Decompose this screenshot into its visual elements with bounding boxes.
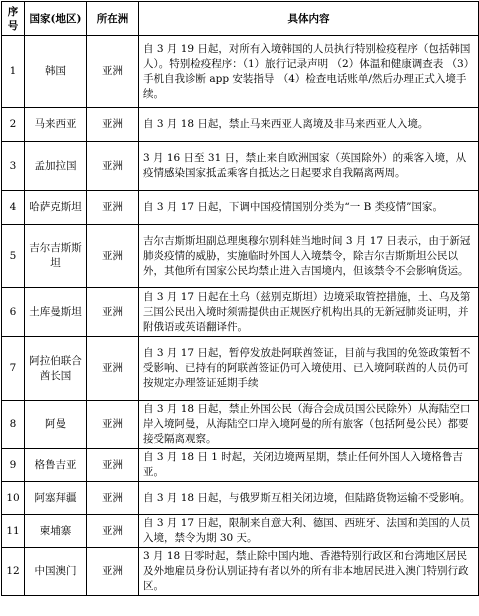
row-number: 11: [2, 515, 25, 548]
row-content: 自 3 月 18 日起，与俄罗斯互相关闭边境，但陆路货物运输不受影响。: [139, 482, 479, 515]
row-country: 孟加拉国: [25, 142, 87, 191]
table-row: [2, 337, 479, 401]
row-country: 土库曼斯坦: [25, 288, 87, 337]
table-row: [2, 449, 479, 482]
row-country: 阿拉伯联合酋长国: [25, 337, 87, 401]
row-country: 格鲁吉亚: [25, 449, 87, 482]
row-content: 吉尔吉斯斯坦副总理奥穆尔别科娃当地时间 3 月 17 日表示，由于新冠肺炎疫情的威胁，实施临时外国人入境禁令，除吉尔吉斯斯坦公民以外，其他所有国家公民均禁止进入吉国境内，但该禁令不会影响货运。: [139, 225, 479, 288]
row-number: 6: [2, 288, 25, 337]
row-region: 亚洲: [87, 36, 139, 108]
table-row: [2, 401, 479, 449]
row-content: 自 3 月 19 日起，对所有入境韩国的人员执行特别检疫程序（包括韩国人）。特别检疫程序：（1）旅行记录声明 （2）体温和健康调查表 （3）手机自我诊断 app 安装指导 （4）检查电话账单/然后办理正式入境手续。: [139, 36, 479, 108]
row-region: 亚洲: [87, 337, 139, 401]
row-number: 5: [2, 225, 25, 288]
row-number: 12: [2, 548, 25, 596]
row-number: 1: [2, 36, 25, 108]
row-number: 9: [2, 449, 25, 482]
row-country: 柬埔寨: [25, 515, 87, 548]
row-content: 3 月 16 日至 31 日，禁止来自欧洲国家（英国除外）的乘客入境，从疫情感染国家抵孟乘客自抵达之日起要求自我隔离两周。: [139, 142, 479, 191]
header-content: 具体内容: [139, 2, 479, 36]
table-row: [2, 142, 479, 191]
row-number: 3: [2, 142, 25, 191]
table-row: [2, 36, 479, 108]
row-content: 自 3 月 18 日起，禁止外国公民（海合会成员国公民除外）从海陆空口岸入境阿曼，从海陆空口岸入境阿曼的所有旅客（包括阿曼公民）都要接受隔离观察。: [139, 401, 479, 449]
row-country: 阿曼: [25, 401, 87, 449]
row-country: 中国澳门: [25, 548, 87, 596]
table-row: [2, 225, 479, 288]
row-region: 亚洲: [87, 108, 139, 142]
row-content: 自 3 月 17 日起，限制来自意大利、德国、西班牙、法国和美国的人员入境，禁令为期 30 天。: [139, 515, 479, 548]
table-row: [2, 482, 479, 515]
table-row: [2, 515, 479, 548]
table-header-row: [2, 2, 479, 36]
row-region: 亚洲: [87, 548, 139, 596]
header-num: 序号: [2, 2, 25, 36]
row-region: 亚洲: [87, 142, 139, 191]
row-region: 亚洲: [87, 225, 139, 288]
row-number: 4: [2, 191, 25, 225]
row-country: 哈萨克斯坦: [25, 191, 87, 225]
row-region: 亚洲: [87, 288, 139, 337]
row-content: 自 3 月 17 日起在土乌（兹别克斯坦）边境采取管控措施，土、乌及第三国公民出入境时须需提供由正规医疗机构出具的无新冠肺炎证明，并附俄语或英语翻译件。: [139, 288, 479, 337]
row-content: 3 月 18 日零时起，禁止除中国内地、香港特别行政区和台湾地区居民及外地雇员身份认别证持有者以外的所有非本地居民进入澳门特别行政区。: [139, 548, 479, 596]
row-country: 韩国: [25, 36, 87, 108]
row-number: 8: [2, 401, 25, 449]
row-region: 亚洲: [87, 515, 139, 548]
row-content: 自 3 月 18 日 1 时起，关闭边境两星期，禁止任何外国人入境格鲁吉亚。: [139, 449, 479, 482]
travel-restrictions-table: [1, 1, 479, 596]
row-number: 10: [2, 482, 25, 515]
row-region: 亚洲: [87, 191, 139, 225]
header-region: 所在洲: [87, 2, 139, 36]
row-country: 马来西亚: [25, 108, 87, 142]
table-row: [2, 108, 479, 142]
table-row: [2, 191, 479, 225]
row-content: 自 3 月 17 日起，暂停发放赴阿联酋签证，目前与我国的免签政策暂不受影响、已持有的阿联酋签证仍可入境使用、已入境阿联酋的人员仍可按规定办理签证延期手续: [139, 337, 479, 401]
table-body: [2, 36, 479, 596]
row-content: 自 3 月 17 日起，下调中国疫情国别分类为“一 B 类疫情”国家。: [139, 191, 479, 225]
row-region: 亚洲: [87, 482, 139, 515]
table-row: [2, 288, 479, 337]
row-number: 2: [2, 108, 25, 142]
row-region: 亚洲: [87, 449, 139, 482]
row-region: 亚洲: [87, 401, 139, 449]
row-content: 自 3 月 18 日起，禁止马来西亚人离境及非马来西亚人入境。: [139, 108, 479, 142]
row-country: 阿塞拜疆: [25, 482, 87, 515]
row-country: 吉尔吉斯斯坦: [25, 225, 87, 288]
table-row: [2, 548, 479, 596]
row-number: 7: [2, 337, 25, 401]
header-country: 国家(地区): [25, 2, 87, 36]
